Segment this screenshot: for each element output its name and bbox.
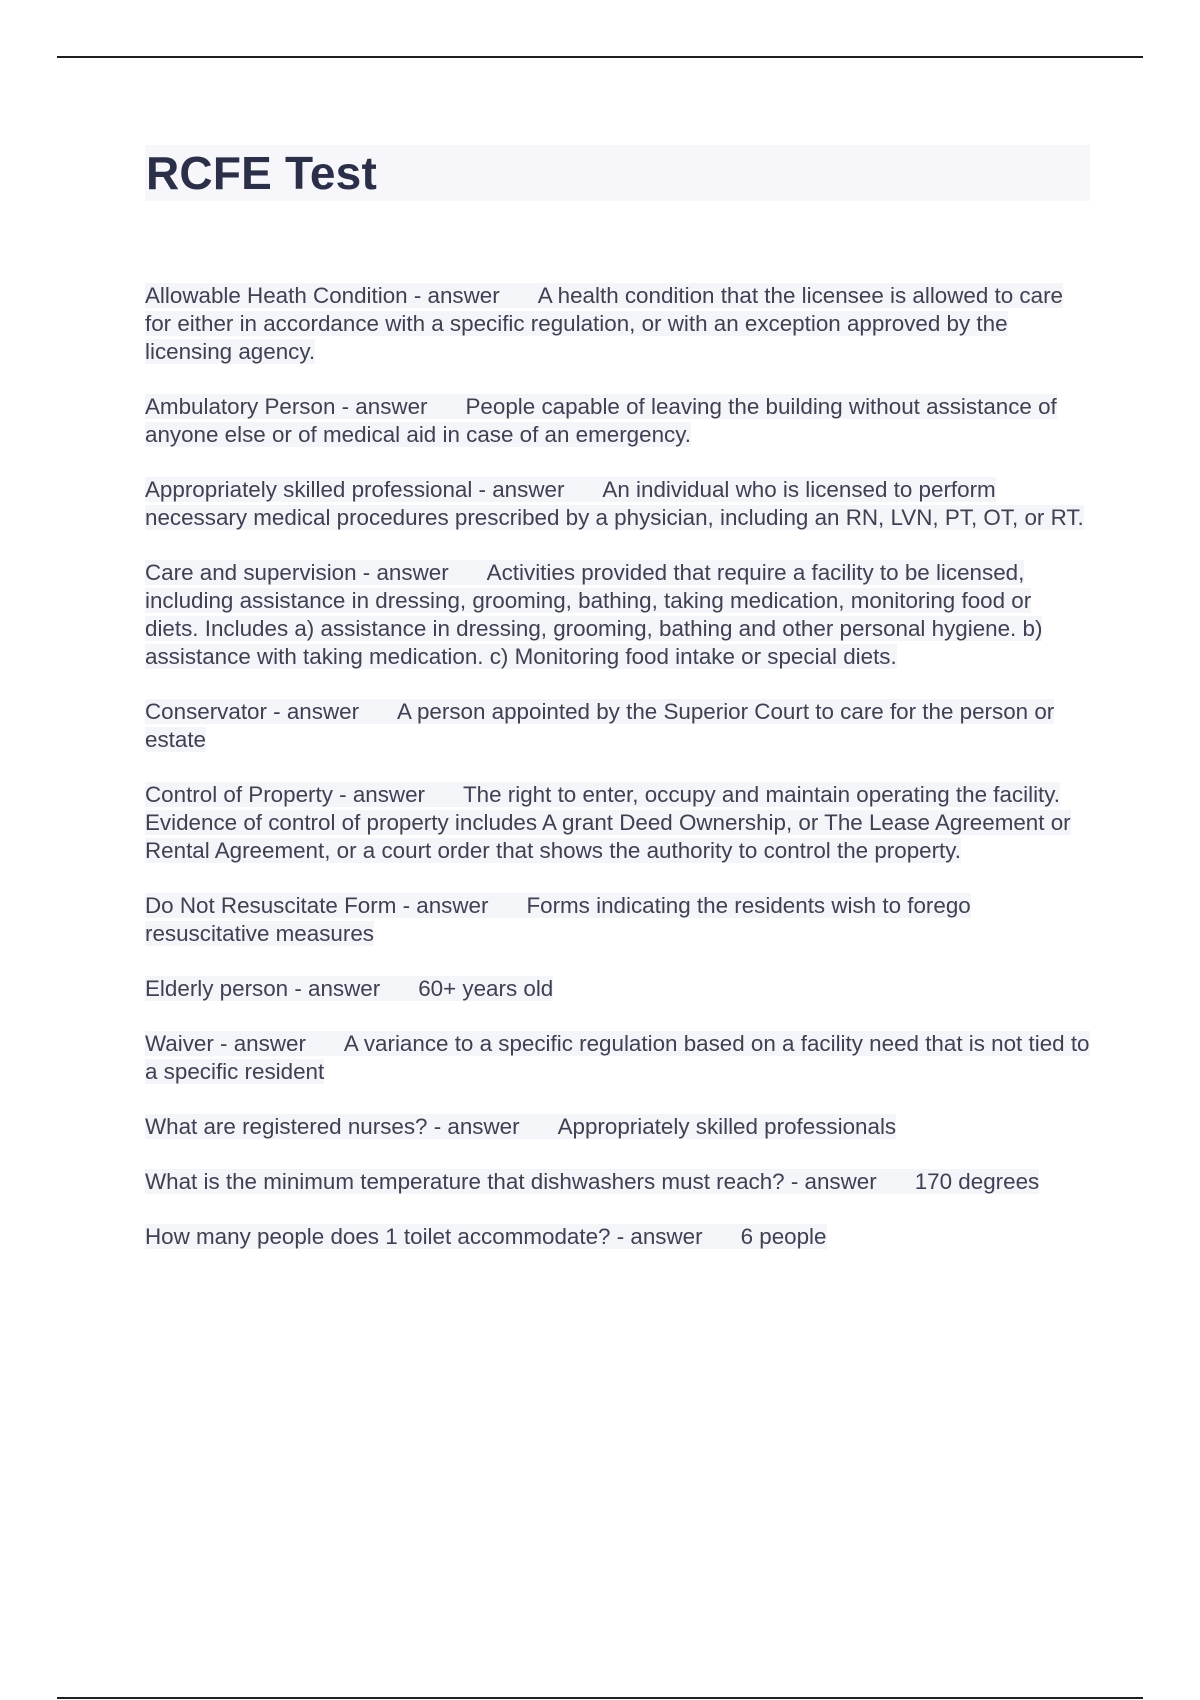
flashcard-item <box>145 1113 1090 1141</box>
flashcard-answer: 170 degrees <box>914 1169 1040 1194</box>
flashcard-question: Conservator - answer <box>145 699 360 724</box>
flashcard-item <box>145 781 1090 865</box>
flashcard-item <box>145 282 1090 366</box>
flashcard-question: What is the minimum temperature that dishwashers must reach? - answer <box>145 1169 877 1194</box>
flashcard-answer: 60+ years old <box>418 976 554 1001</box>
flashcard-item <box>145 698 1090 754</box>
flashcard-question: What are registered nurses? - answer <box>145 1114 520 1139</box>
page-title: RCFE Test <box>146 147 377 199</box>
flashcard-answer: A person appointed by the Superior Court to care for the person or estate <box>145 699 1055 752</box>
flashcard-item <box>145 393 1090 449</box>
flashcard-answer: A health condition that the licensee is allowed to care for either in accordance with a specific regulation, or with an exception approved by the licensing agency. <box>145 283 1063 364</box>
flashcard-item <box>145 1168 1090 1196</box>
flashcard-question: Ambulatory Person - answer <box>145 394 428 419</box>
flashcard-question: How many people does 1 toilet accommodate? - answer <box>145 1224 703 1249</box>
flashcard-answer: An individual who is licensed to perform necessary medical procedures prescribed by a physician, including an RN, LVN, PT, OT, or RT. <box>145 477 1084 530</box>
flashcard-question: Allowable Heath Condition - answer <box>145 283 500 308</box>
flashcard-item <box>145 559 1090 671</box>
flashcard-answer: 6 people <box>740 1224 827 1249</box>
flashcard-item <box>145 1030 1090 1086</box>
flashcard-question: Waiver - answer <box>145 1031 306 1056</box>
flashcard-answer: A variance to a specific regulation based on a facility need that is not tied to a specific resident <box>145 1031 1090 1084</box>
flashcard-question: Appropriately skilled professional - answer <box>145 477 565 502</box>
flashcard-answer: Forms indicating the residents wish to forego resuscitative measures <box>145 893 971 946</box>
flashcard-answer: People capable of leaving the building without assistance of anyone else or of medical aid in case of an emergency. <box>145 394 1057 447</box>
flashcard-question: Control of Property - answer <box>145 782 425 807</box>
flashcard-question: Elderly person - answer <box>145 976 381 1001</box>
flashcard-answer: Activities provided that require a facility to be licensed, including assistance in dressing, grooming, bathing, taking medication, monitoring food or diets. Includes a) assistance in dressing, grooming, bathing and other personal hygiene. b) assistance with taking medication. c) Monitoring food intake or special diets. <box>145 560 1043 669</box>
flashcard-answer: The right to enter, occupy and maintain operating the facility. Evidence of control of property includes A grant Deed Ownership, or The Lease Agreement or Rental Agreement, or a court order that shows the authority to control the property. <box>145 782 1071 863</box>
flashcard-answer: Appropriately skilled professionals <box>557 1114 897 1139</box>
flashcard-list <box>145 282 1090 1278</box>
flashcard-item <box>145 1223 1090 1251</box>
top-rule <box>57 56 1143 58</box>
flashcard-item <box>145 892 1090 948</box>
bottom-rule <box>57 1697 1143 1699</box>
flashcard-question: Care and supervision - answer <box>145 560 449 585</box>
flashcard-question: Do Not Resuscitate Form - answer <box>145 893 489 918</box>
flashcard-item <box>145 975 1090 1003</box>
flashcard-item <box>145 476 1090 532</box>
